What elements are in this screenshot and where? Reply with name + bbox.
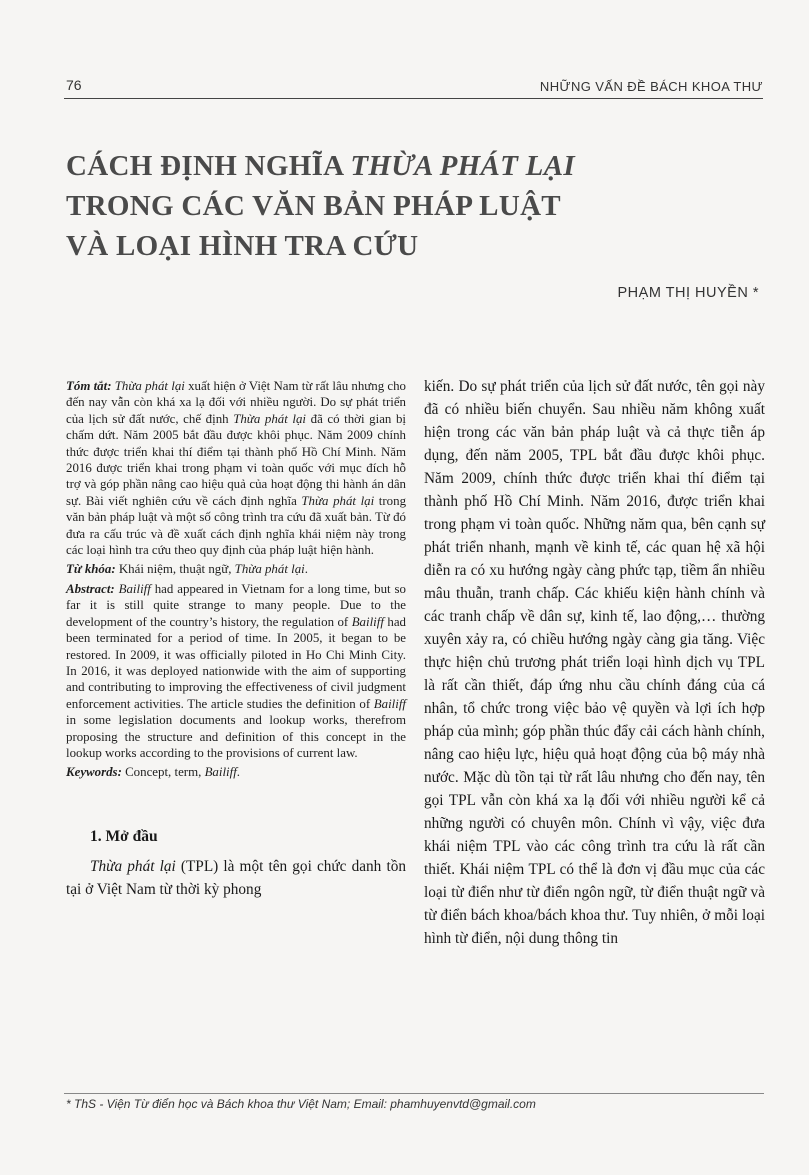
abstract-block [66, 378, 406, 781]
keywords-en-label: Keywords: [66, 765, 122, 780]
keywords-vi-label: Từ khóa: [66, 562, 116, 577]
title-line-3: VÀ LOẠI HÌNH TRA CỨU [66, 230, 419, 262]
section-heading: 1. Mở đầu [90, 827, 158, 845]
footnote-rule [64, 1093, 764, 1094]
title-line-1 [66, 146, 756, 186]
right-column [424, 375, 765, 950]
abstract-vi-italic-2: Thừa phát lại [233, 411, 307, 426]
author-name: PHẠM THỊ HUYỀN * [617, 285, 759, 301]
abstract-vi-text-1: xuất hiện ở Việt Nam từ rất lâu nhưng cho đến nay vẫn còn khá xa lạ đối với nhiều người. Do sự phát triển của lịch sử đất nước, chế định [66, 379, 407, 426]
keywords-vietnamese [66, 561, 406, 577]
abstract-en-italic-2: Bailiff [351, 614, 384, 629]
title-line-1-text: CÁCH ĐỊNH NGHĨA [66, 150, 351, 182]
abstract-en-text-3: in some legislation documents and lookup works, therefrom proposing the structure and definition of this concept in the lookup works according to the provisions of current law. [66, 713, 406, 760]
abstract-vietnamese [66, 378, 406, 558]
abstract-vi-text-2: đã có thời gian bị chấm dứt. Năm 2005 bắt đầu được khôi phục. Năm 2009 chính thức được triển khai thí điểm tại thành phố Hồ Chí Minh. Năm 2016 được triển khai trong phạm vi toàn quốc với mục đích hỗ trợ và góp phần nâng cao hiệu quả của hoạt động thi hành án dân sự. Bài viết nghiên cứu về cách định nghĩa [66, 411, 407, 508]
page-number: 76 [66, 77, 82, 93]
keywords-en-italic: Bailiff [204, 765, 237, 780]
running-head: NHỮNG VẤN ĐỀ BÁCH KHOA THƯ [539, 79, 763, 94]
abstract-en-italic-3: Bailiff [373, 696, 406, 711]
abstract-vi-label: Tóm tắt: [66, 379, 112, 393]
abstract-vi-italic-1: Thừa phát lại [114, 379, 185, 393]
right-column-paragraph: kiến. Do sự phát triển của lịch sử đất nước, tên gọi này đã có nhiều biến chuyển. Sau nhiều năm không xuất hiện trong các văn bản pháp luật và cả thực tiễn áp dụng, đến năm 2005, TPL bắt đầu được khôi phục. Năm 2009, chính thức được triển khai thí điểm tại thành phố Hồ Chí Minh. Năm 2016, được triển khai trong phạm vi toàn quốc. Những năm qua, bên cạnh sự phát triển nhanh, mạnh về kinh tế, các quan hệ xã hội diễn ra có xu hướng ngày càng phức tạp, tiềm ẩn nhiều mâu thuẫn, tranh chấp. Các khiếu kiện hành chính và các tranh chấp về dân sự, kinh tế, lao động,… thường xuyên xảy ra, có chiều hướng ngày càng gia tăng. Việc thực hiện chủ trương phát triển loại hình dịch vụ TPL là rất cần thiết, đáp ứng nhu cầu chính đáng của cá nhân, tổ chức trong việc bảo vệ quyền và lợi ích hợp pháp của mình; góp phần thúc đẩy cải cách hành chính, nâng cao hiệu lực, hiệu quả hoạt động của bộ máy nhà nước. Mặc dù tồn tại từ rất lâu nhưng cho đến nay, tên gọi TPL vẫn còn khá xa lạ đối với nhiều người kể cả những người có chuyên môn. Chính vì vậy, việc đưa khái niệm TPL vào các công trình tra cứu là rất cần thiết. Khái niệm TPL có thể là đơn vị đầu mục của các loại từ điển như từ điển ngôn ngữ, từ điển thuật ngữ và từ điển bách khoa/bách khoa thư. Tuy nhiên, ở mỗi loại hình từ điển, nội dung thông tin [424, 378, 765, 947]
abstract-en-label: Abstract: [66, 581, 115, 596]
keywords-en-text: Concept, term, [121, 765, 205, 780]
abstract-en-text-2: had been terminated for a period of time. In 2005, it began to be restored. In 2009, it was officially piloted in Ho Chi Minh City. In 2016, it was deployed nationwide with the aim of supporting and contributing to improving the effectiveness of civil judgment enforcement activities. The article studies the definition of [66, 614, 406, 711]
article-title [66, 146, 756, 266]
abstract-vi-text-3: trong văn bản pháp luật và một số công trình tra cứu đã xuất bản. Từ đó đưa ra cấu trúc và đề xuất cách định nghĩa khái niệm này trong các loại hình tra cứu theo quy định của pháp luật hiện hành. [66, 493, 407, 558]
abstract-en-italic-1: Bailiff [118, 581, 151, 596]
footnote: * ThS - Viện Từ điển học và Bách khoa thư Việt Nam; Email: phamhuyenvtd@gmail.com [66, 1097, 536, 1111]
section-paragraph [66, 855, 406, 901]
left-column [66, 378, 406, 901]
abstract-en-text-1: had appeared in Vietnam for a long time, but so far it is still quite strange to many people. Due to the development of the country’s history, the regulation of [66, 581, 406, 629]
section-paragraph-text: (TPL) là một tên gọi chức danh tồn tại ở Việt Nam từ thời kỳ phong [66, 857, 406, 898]
keywords-vi-text: Khái niệm, thuật ngữ, [115, 562, 235, 577]
keywords-en-end: . [236, 765, 241, 780]
keywords-vi-italic: Thừa phát lại [234, 562, 305, 577]
keywords-vi-end: . [304, 562, 308, 577]
header-rule [64, 98, 763, 99]
abstract-vi-italic-3: Thừa phát lại [301, 493, 375, 508]
section-paragraph-italic: Thừa phát lại [90, 857, 176, 875]
title-line-2: TRONG CÁC VĂN BẢN PHÁP LUẬT [66, 190, 561, 222]
title-line-1-italic: THỪA PHÁT LẠI [350, 150, 575, 182]
abstract-english [66, 581, 406, 761]
keywords-english [66, 764, 406, 780]
